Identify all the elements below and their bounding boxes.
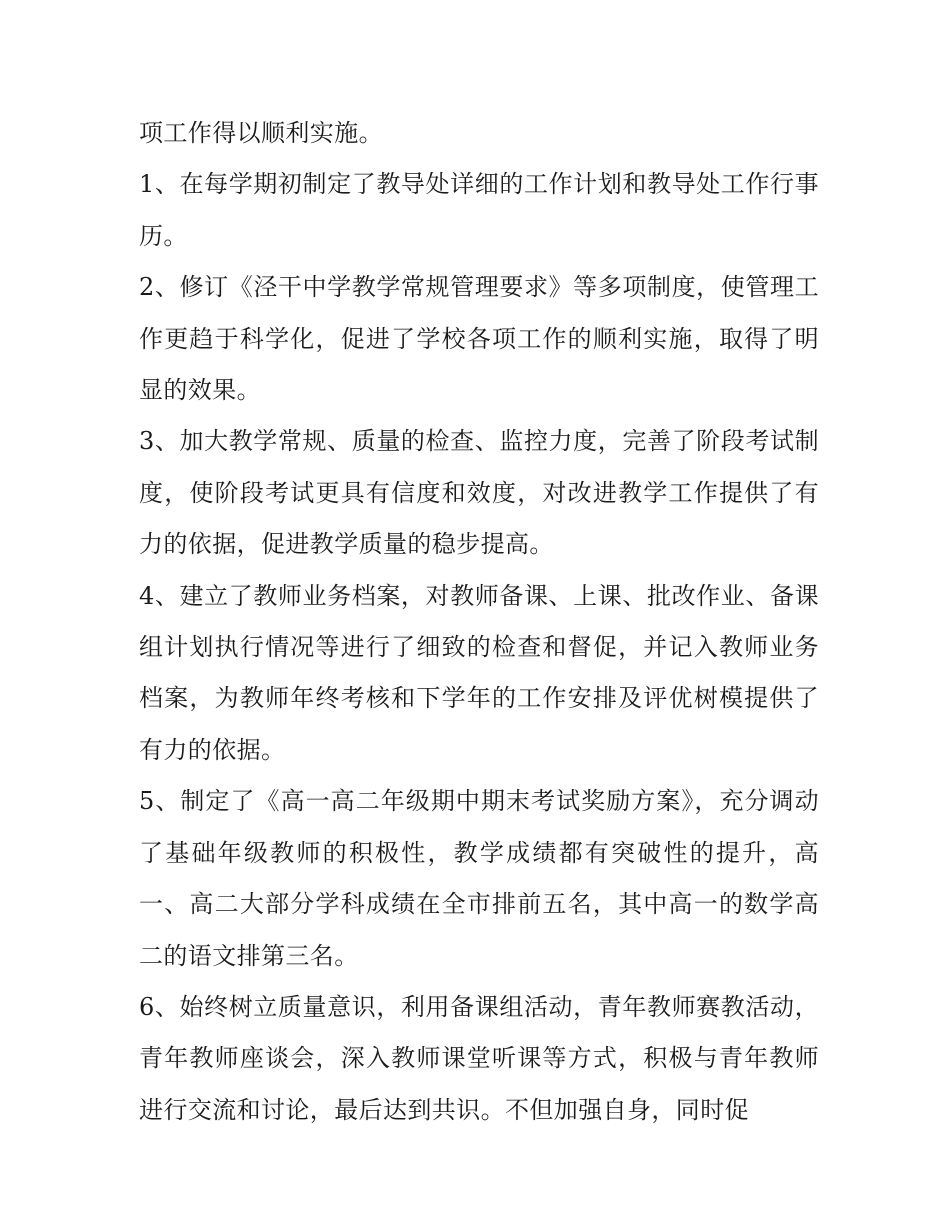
paragraph-item-5: 5、制定了《高一高二年级期中期末考试奖励方案》，充分调动了基础年级教师的积极性，教学成绩都有突破性的提升，高一、高二大部分学科成绩在全市排前五名，其中高一的数学高二的语文排第三名。 xyxy=(139,787,819,970)
paragraph-item-3: 3、加大教学常规、质量的检查、监控力度，完善了阶段考试制度，使阶段考试更具有信度和效度，对改进教学工作提供了有力的依据，促进教学质量的稳步提高。 xyxy=(139,427,819,559)
paragraph-item-1: 1、在每学期初制定了教导处详细的工作计划和教导处工作行事历。 xyxy=(139,170,819,250)
paragraph-item-2: 2、修订《泾干中学教学常规管理要求》等多项制度，使管理工作更趋于科学化，促进了学校各项工作的顺利实施，取得了明显的效果。 xyxy=(139,273,819,405)
paragraph-continuation: 项工作得以顺利实施。 xyxy=(139,119,383,147)
paragraph-item-4: 4、建立了教师业务档案，对教师备课、上课、批改作业、备课组计划执行情况等进行了细致的检查和督促，并记入教师业务档案，为教师年终考核和下学年的工作安排及评优树模提供了有力的依据。 xyxy=(139,581,819,764)
document-body xyxy=(139,108,819,1136)
paragraph-item-6: 6、始终树立质量意识，利用备课组活动，青年教师赛教活动，青年教师座谈会，深入教师课堂听课等方式，积极与青年教师进行交流和讨论，最后达到共识。不但加强自身，同时促 xyxy=(139,992,819,1124)
